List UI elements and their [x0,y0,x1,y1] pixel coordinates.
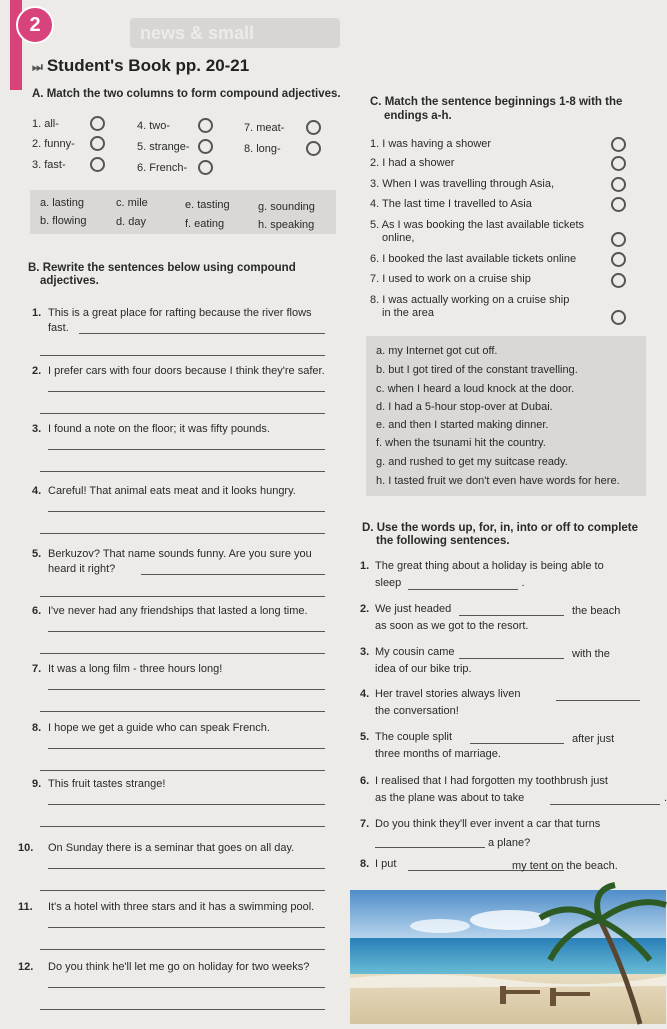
answer-circle[interactable] [198,139,213,154]
section-c-item-2: online, [382,232,415,244]
section-d-item-number: 6. [360,775,370,787]
section-c-heading-2: endings a-h. [384,110,452,122]
beach-scene-image [350,890,666,1024]
answer-line[interactable] [408,589,518,590]
section-b-item-number: 5. [32,548,42,560]
answer-line[interactable] [48,868,325,869]
section-d-item-text-2: sleep [375,577,402,589]
answer-line[interactable] [40,653,325,654]
answer-line[interactable] [48,987,325,988]
section-c-heading: C. Match the sentence beginnings 1-8 with the [370,96,623,108]
section-b-heading-2: adjectives. [40,275,99,287]
section-d-item-text-2: three months of marriage. [375,748,501,760]
section-b-item-text: I found a note on the floor; it was fifty pounds. [48,423,270,435]
answer-line[interactable] [40,1009,325,1010]
section-a-item: 1. all- [32,118,59,130]
section-d-item-end: . [664,792,667,804]
section-d-item-number: 2. [360,603,370,615]
answer-line[interactable] [48,631,325,632]
answer-line[interactable] [40,413,325,414]
section-c-ending: d. I had a 5-hour stop-over at Dubai. [376,401,553,413]
section-a-item: 3. fast- [32,159,66,171]
section-d-heading-2: the following sentences. [376,535,510,547]
section-d-item-end: . [521,577,525,589]
answer-circle[interactable] [611,156,626,171]
section-a-option: e. tasting [185,199,230,211]
section-c-item: 5. As I was booking the last available tickets [370,219,585,231]
section-a-option: c. mile [116,197,148,209]
section-d-item-text-2: as soon as we got to the resort. [375,620,529,632]
section-a-heading: A. Match the two columns to form compound adjectives. [32,88,341,100]
answer-circle[interactable] [611,177,626,192]
section-d-item-text: I put [375,858,397,870]
section-b-item-text: On Sunday there is a seminar that goes on all day. [48,842,295,854]
section-c-ending: e. and then I started making dinner. [376,419,549,431]
section-b-item-text: I hope we get a guide who can speak French. [48,722,270,734]
section-b-item-number: 8. [32,722,42,734]
section-b-item-text: Do you think he'll let me go on holiday for two weeks? [48,961,310,973]
section-a-option: a. lasting [40,197,85,209]
answer-line[interactable] [40,826,325,827]
section-c-item: 7. I used to work on a cruise ship [370,273,531,285]
section-b-item-number: 6. [32,605,42,617]
section-d-item-text-after: my tent on the beach. [512,860,618,872]
section-d-item-text: The great thing about a holiday is being able to [375,560,604,572]
section-c-item: 6. I booked the last available tickets online [370,253,577,265]
fast-forward-icon: ⏭ [32,60,43,74]
answer-circle[interactable] [90,157,105,172]
answer-circle[interactable] [198,118,213,133]
section-c-ending: g. and rushed to get my suitcase ready. [376,456,568,468]
section-d-item-text-after: after just [572,733,615,745]
section-b-item-text: It's a hotel with three stars and it has a swimming pool. [48,901,315,913]
answer-line[interactable] [40,355,325,356]
section-d-heading: D. Use the words up, for, in, into or off to complete [362,522,639,534]
answer-line[interactable] [40,770,325,771]
section-b-item-text: It was a long film - three hours long! [48,663,223,675]
section-b-item-number: 3. [32,423,42,435]
section-b-item-text: I prefer cars with four doors because I think they're safer. [48,365,325,377]
section-b-item-number: 12. [18,961,34,973]
section-b-item-text-2: heard it right? [48,563,116,575]
section-c-ending: f. when the tsunami hit the country. [376,437,546,449]
section-c-endings-box [366,336,646,496]
section-d-item-text: I realised that I had forgotten my toothbrush just [375,775,608,787]
answer-circle[interactable] [90,116,105,131]
section-d-item-number: 1. [360,560,370,572]
section-b-item-number: 1. [32,307,42,319]
answer-line[interactable] [40,949,325,950]
section-d-item-text: Her travel stories always liven [375,688,521,700]
section-a-item: 5. strange- [137,141,190,153]
section-d-item-text: The couple split [375,731,453,743]
answer-circle[interactable] [611,252,626,267]
section-b-item-text: Berkuzov? That name sounds funny. Are you sure you [48,548,312,560]
section-d-item-number: 5. [360,731,370,743]
section-c-item: 4. The last time I travelled to Asia [370,198,532,210]
section-b-item-number: 11. [18,901,33,913]
section-b-item-text: This fruit tastes strange! [48,778,166,790]
answer-circle[interactable] [611,232,626,247]
section-b-item-number: 7. [32,663,42,675]
section-d-item-number: 3. [360,646,370,658]
section-c-item-2: in the area [382,307,434,319]
section-b-item-number: 9. [32,778,42,790]
unit-badge: 2 [16,6,54,44]
section-d-item-text-2: idea of our bike trip. [375,663,472,675]
section-c-item: 1. I was having a shower [370,138,492,150]
section-a-option: g. sounding [258,201,315,213]
answer-circle[interactable] [306,120,321,135]
answer-circle[interactable] [90,136,105,151]
answer-line[interactable] [40,471,325,472]
answer-line[interactable] [48,689,325,690]
section-d-item-text-2: a plane? [488,837,531,849]
answer-line[interactable] [141,574,325,575]
section-c-item: 8. I was actually working on a cruise ship [370,294,570,306]
section-a-item: 2. funny- [32,138,75,150]
answer-line[interactable] [459,615,564,616]
section-b-item-number: 10. [18,842,34,854]
section-a-item: 8. long- [244,143,281,155]
section-d-item-text: Do you think they'll ever invent a car that turns [375,818,601,830]
section-d-item-number: 4. [360,688,370,700]
section-a-item: 6. French- [137,162,188,174]
answer-line[interactable] [48,449,325,450]
page-title-text: Student's Book pp. 20-21 [46,56,250,75]
answer-circle[interactable] [306,141,321,156]
section-c-ending: c. when I heard a loud knock at the door. [376,383,575,395]
page-title [32,56,249,76]
answer-line[interactable] [48,927,325,928]
beach-photo [350,890,666,1024]
answer-line[interactable] [48,804,325,805]
section-d-item-number: 8. [360,858,370,870]
answer-line[interactable] [79,333,325,334]
section-c-ending: b. but I got tired of the constant travelling. [376,364,578,376]
answer-line[interactable] [40,711,325,712]
section-b-item-text: Careful! That animal eats meat and it looks hungry. [48,485,296,497]
section-a-option: f. eating [185,218,225,230]
answer-circle[interactable] [611,197,626,212]
faded-header-text: news & small [130,18,340,48]
section-a-item: 4. two- [137,120,171,132]
answer-line[interactable] [48,511,325,512]
answer-line[interactable] [556,700,640,701]
section-d-item-text-after: with the [572,648,610,660]
answer-line[interactable] [48,748,325,749]
section-c-item: 3. When I was travelling through Asia, [370,178,555,190]
section-d-item-text-after: the beach [572,605,621,617]
section-b-item-text: This is a great place for rafting because the river flows [48,307,312,319]
section-c-ending: h. I tasted fruit we don't even have words for here. [376,475,620,487]
section-d-item-text-2: as the plane was about to take [375,792,525,804]
section-b-item-text: I've never had any friendships that lasted a long time. [48,605,308,617]
section-b-heading: B. Rewrite the sentences below using compound [28,262,296,274]
section-b-item-number: 4. [32,485,42,497]
section-d-item-text: We just headed [375,603,452,615]
section-b-item-text-2: fast. [48,322,69,334]
section-a-item: 7. meat- [244,122,285,134]
answer-circle[interactable] [611,137,626,152]
answer-line[interactable] [40,890,325,891]
section-a-option: h. speaking [258,219,315,231]
answer-line[interactable] [550,804,660,805]
section-a-option: d. day [116,216,146,228]
answer-line[interactable] [40,533,325,534]
answer-circle[interactable] [198,160,213,175]
section-c-ending: a. my Internet got cut off. [376,345,498,357]
answer-line[interactable] [459,658,564,659]
section-b-item-number: 2. [32,365,42,377]
section-d-item-text-2: the conversation! [375,705,459,717]
answer-circle[interactable] [611,273,626,288]
answer-line[interactable] [48,391,325,392]
section-a-option: b. flowing [40,215,87,227]
answer-line[interactable] [40,596,325,597]
section-d-item-number: 7. [360,818,370,830]
section-c-item: 2. I had a shower [370,157,455,169]
answer-line[interactable] [375,847,485,848]
section-d-item-text: My cousin came [375,646,455,658]
answer-circle[interactable] [611,310,626,325]
answer-line[interactable] [470,743,564,744]
